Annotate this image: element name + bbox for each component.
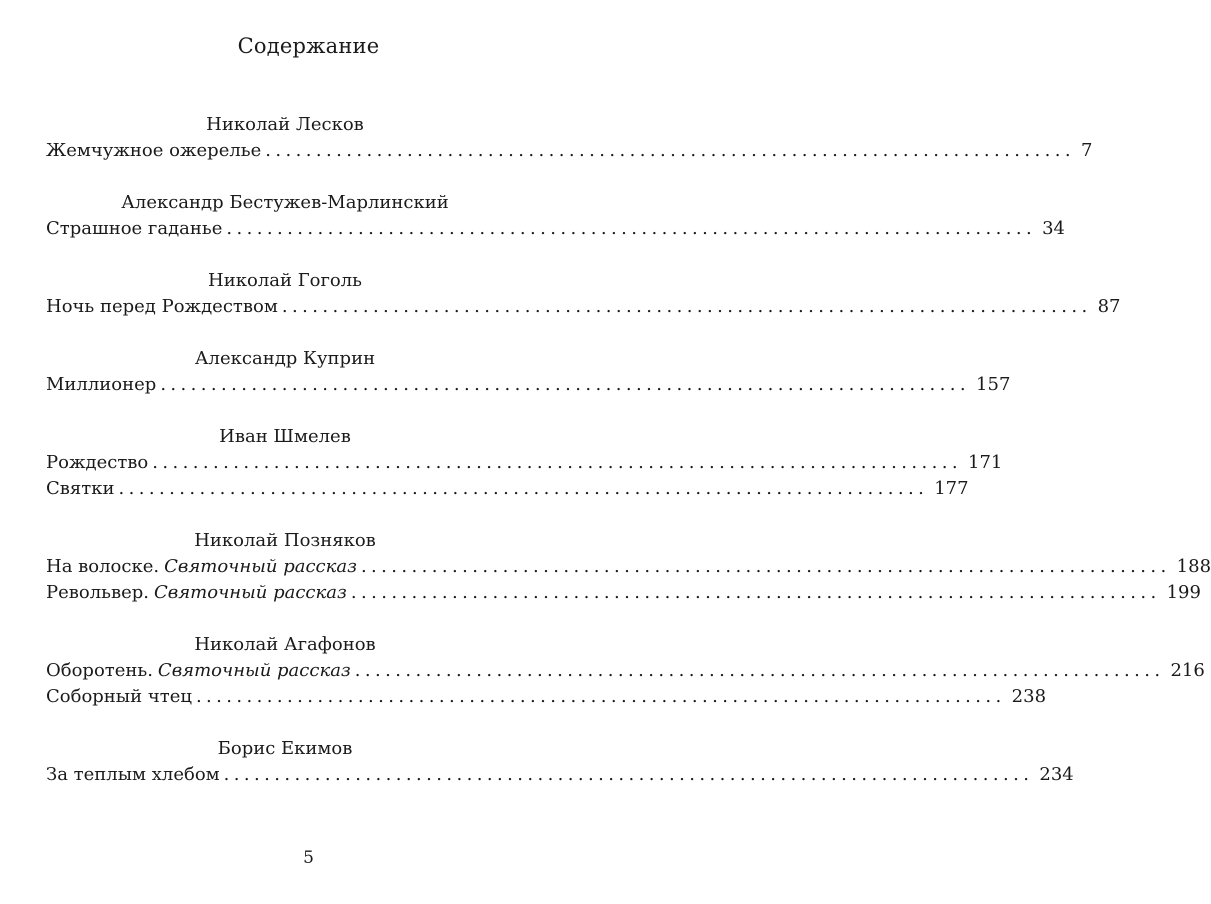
dot-leader: ................................................................................ (195, 686, 1006, 707)
entry-title: Миллионер (46, 374, 157, 395)
author-name: Николай Агафонов (194, 634, 376, 655)
author-name: Николай Гоголь (208, 270, 362, 291)
toc-entry (46, 138, 1093, 164)
author-name: Александр Бестужев-Марлинский (121, 192, 449, 213)
author-name: Иван Шмелев (219, 426, 351, 447)
toc-entry (46, 216, 1065, 242)
dot-leader: ................................................................................ (118, 478, 929, 499)
entry-title: Оборотень. (46, 660, 153, 681)
entry-title: Святки (46, 478, 115, 499)
toc-section (46, 528, 1211, 606)
entry-title: За теплым хлебом (46, 764, 220, 785)
entry-page-number: 199 (1166, 582, 1201, 603)
dot-leader: ................................................................................ (265, 140, 1075, 161)
toc-section (46, 190, 1065, 242)
entry-page-number: 87 (1097, 296, 1121, 317)
entry-page-number: 238 (1011, 686, 1047, 707)
toc-entry (46, 580, 1201, 606)
dot-leader: ................................................................................ (281, 296, 1092, 317)
page-number: 5 (303, 848, 314, 868)
toc-entry (46, 294, 1121, 320)
dot-leader: ................................................................................ (226, 218, 1037, 239)
dot-leader: ................................................................................ (223, 764, 1034, 785)
entry-page-number: 216 (1170, 660, 1205, 681)
author-name: Николай Лесков (206, 114, 364, 135)
toc-entry (46, 684, 1047, 710)
toc-section (46, 424, 1003, 502)
entry-page-number: 157 (976, 374, 1011, 395)
dot-leader: ................................................................................ (160, 374, 971, 395)
entry-title: Рождество (46, 452, 149, 473)
entry-title: Соборный чтец (46, 686, 192, 707)
toc-section (46, 736, 1074, 788)
page-title: Содержание (237, 34, 380, 58)
entry-subtitle: Святочный рассказ (164, 556, 357, 577)
entry-page-number: 177 (934, 478, 969, 499)
toc-section (46, 632, 1205, 710)
toc-entry (46, 476, 969, 502)
toc-entry (46, 762, 1074, 788)
table-of-contents (46, 112, 1211, 814)
author-name: Александр Куприн (194, 348, 376, 369)
entry-title: Ночь перед Рождеством (46, 296, 278, 317)
author-name: Борис Екимов (217, 738, 353, 759)
toc-entry (46, 554, 1211, 580)
entry-page-number: 34 (1042, 218, 1065, 239)
author-name: Николай Позняков (194, 530, 376, 551)
dot-leader: ................................................................................ (354, 660, 1165, 681)
toc-section (46, 268, 1121, 320)
toc-section (46, 346, 1011, 398)
entry-title: Страшное гаданье (46, 218, 223, 239)
toc-section (46, 112, 1093, 164)
entry-title: Револьвер. (46, 582, 149, 603)
dot-leader: ................................................................................ (152, 452, 962, 473)
toc-entry (46, 658, 1205, 684)
entry-page-number: 7 (1080, 140, 1093, 161)
entry-subtitle: Святочный рассказ (154, 582, 347, 603)
dot-leader: ................................................................................ (350, 582, 1161, 603)
toc-entry (46, 450, 1003, 476)
entry-page-number: 171 (968, 452, 1003, 473)
entry-page-number: 234 (1039, 764, 1074, 785)
dot-leader: ................................................................................ (360, 556, 1171, 577)
entry-page-number: 188 (1176, 556, 1211, 577)
entry-subtitle: Святочный рассказ (157, 660, 351, 681)
entry-title: На волоске. (46, 556, 160, 577)
toc-entry (46, 372, 1011, 398)
entry-title: Жемчужное ожерелье (46, 140, 262, 161)
